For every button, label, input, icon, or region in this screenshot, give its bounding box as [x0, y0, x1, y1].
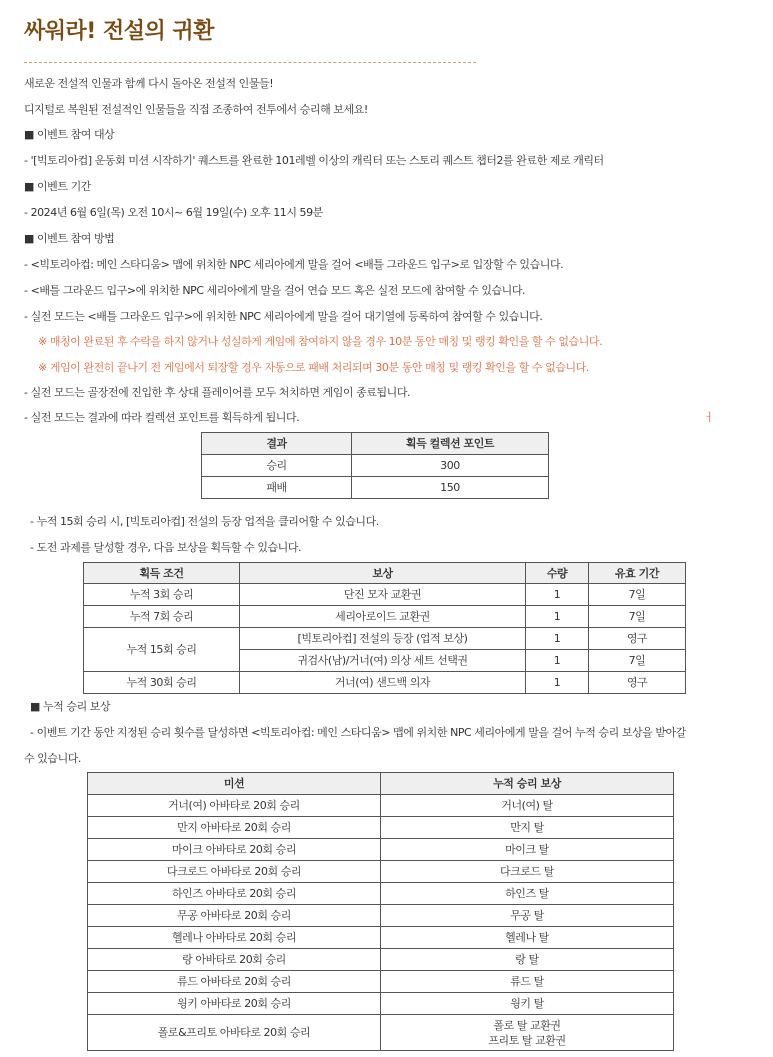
table-header-row — [202, 433, 549, 455]
mission-cell: 랑 아바타로 20회 승리 — [88, 949, 381, 971]
reward-cell: 웡키 탈 — [381, 993, 674, 1015]
target-heading: ■ 이벤트 참여 대상 — [24, 128, 115, 141]
period-cell: 7일 — [589, 584, 686, 606]
method-line-2: - <배틀 그라운드 입구>에 위치한 NPC 세리아에게 말을 걸어 연습 모드 혹은 실전 모드에 참여할 수 있습니다. — [24, 284, 526, 297]
cumulative-heading: ■ 누적 승리 보상 — [30, 700, 111, 713]
reward-cell: 헬레나 탈 — [381, 927, 674, 949]
period-cell: 영구 — [589, 672, 686, 694]
result-cell: 승리 — [202, 455, 352, 477]
mission-table — [87, 772, 674, 1051]
reward-cell: 다크로드 탈 — [381, 861, 674, 883]
table-header-row — [84, 563, 686, 584]
points-table — [201, 432, 549, 499]
cumulative-text-2: 수 있습니다. — [24, 752, 81, 765]
mission-cell: 만지 아바타로 20회 승리 — [88, 817, 381, 839]
condition-cell: 누적 3회 승리 — [84, 584, 240, 606]
condition-cell: 누적 30회 승리 — [84, 672, 240, 694]
reward-cell: [빅토리아컵] 전설의 등장 (업적 보상) — [240, 628, 526, 650]
table-header-row — [88, 773, 674, 795]
target-text: - '[빅토리아컵] 운동회 미션 시작하기' 퀘스트를 완료한 101레벨 이상의 캐릭터 또는 스토리 퀘스트 챕터2를 완료한 제로 캐릭터 — [24, 154, 604, 167]
table-row — [84, 672, 686, 694]
mission-cell: 웡키 아바타로 20회 승리 — [88, 993, 381, 1015]
table-row — [88, 817, 674, 839]
quantity-cell: 1 — [526, 584, 589, 606]
reward-cell: 세리아로이드 교환권 — [240, 606, 526, 628]
reward-line: 폴로 탈 교환권 — [493, 1018, 561, 1032]
mission-cell: 무공 아바타로 20회 승리 — [88, 905, 381, 927]
result-cell: 패배 — [202, 477, 352, 499]
column-header: 미션 — [88, 773, 381, 795]
table-row — [202, 455, 549, 477]
method-line-1: - <빅토리아컵: 메인 스타디움> 맵에 위치한 NPC 세리아에게 말을 걸어 <배틀 그라운드 입구>로 입장할 수 있습니다. — [24, 258, 564, 271]
table-row — [84, 584, 686, 606]
notice-early-exit: ※ 게임이 완전히 끝나기 전 게임에서 퇴장할 경우 자동으로 패배 처리되며 30분 동안 매칭 및 랭킹 확인을 할 수 없습니다. — [38, 361, 589, 374]
points-cell: 150 — [352, 477, 549, 499]
period-cell: 7일 — [589, 606, 686, 628]
quantity-cell: 1 — [526, 672, 589, 694]
quantity-cell: 1 — [526, 650, 589, 672]
method-after-1: - 실전 모드는 골장전에 진입한 후 상대 플레이어를 모두 처치하면 게임이 종료됩니다. — [24, 386, 411, 399]
table-row — [202, 477, 549, 499]
table-row — [88, 795, 674, 817]
mission-cell: 폴로&프리토 아바타로 20회 승리 — [88, 1015, 381, 1051]
reward-cell: 만지 탈 — [381, 817, 674, 839]
table-row — [88, 949, 674, 971]
method-line-3: - 실전 모드는 <배틀 그라운드 입구>에 위치한 NPC 세리아에게 말을 걸어 대기열에 등록하여 참여할 수 있습니다. — [24, 310, 543, 323]
method-heading: ■ 이벤트 참여 방법 — [24, 232, 115, 245]
intro-line-1: 새로운 전설적 인물과 함께 다시 돌아온 전설적 인물들! — [24, 77, 274, 90]
table-row — [88, 861, 674, 883]
reward-cell: 귀검사(남)/거너(여) 의상 세트 선택권 — [240, 650, 526, 672]
reward-cell: 거너(여) 탈 — [381, 795, 674, 817]
column-header: 획득 컬렉션 포인트 — [352, 433, 549, 455]
mission-cell: 다크로드 아바타로 20회 승리 — [88, 861, 381, 883]
mission-cell: 하인즈 아바타로 20회 승리 — [88, 883, 381, 905]
mission-cell: 마이크 아바타로 20회 승리 — [88, 839, 381, 861]
notice-matching-decline: ※ 매칭이 완료된 후 수락을 하지 않거나 성실하게 게임에 참여하지 않을 경우 10분 동안 매칭 및 랭킹 확인을 할 수 없습니다. — [38, 335, 603, 348]
reward-cell: 마이크 탈 — [381, 839, 674, 861]
reward-cell: 류드 탈 — [381, 971, 674, 993]
quantity-cell: 1 — [526, 606, 589, 628]
table-row — [88, 971, 674, 993]
mission-cell: 류드 아바타로 20회 승리 — [88, 971, 381, 993]
reward-cell: 단진 모자 교환권 — [240, 584, 526, 606]
column-header: 유효 기간 — [589, 563, 686, 584]
period-heading: ■ 이벤트 기간 — [24, 180, 91, 193]
points-cell: 300 — [352, 455, 549, 477]
column-header: 결과 — [202, 433, 352, 455]
column-header: 보상 — [240, 563, 526, 584]
reward-cell: 하인즈 탈 — [381, 883, 674, 905]
quantity-cell: 1 — [526, 628, 589, 650]
period-cell: 7일 — [589, 650, 686, 672]
table-row — [88, 927, 674, 949]
reward-cell — [381, 1015, 674, 1051]
reward-cell: 거너(여) 샌드백 의자 — [240, 672, 526, 694]
challenge-line-1: - 누적 15회 승리 시, [빅토리아컵] 전설의 등장 업적을 클리어할 수 있습니다. — [30, 515, 379, 528]
table-row — [88, 883, 674, 905]
table-row — [84, 628, 686, 650]
column-header: 누적 승리 보상 — [381, 773, 674, 795]
corner-mark: ㅓ — [704, 411, 715, 424]
method-after-2: - 실전 모드는 결과에 따라 컬렉션 포인트를 획득하게 됩니다. — [24, 411, 300, 424]
table-row — [88, 993, 674, 1015]
reward-cell: 랑 탈 — [381, 949, 674, 971]
condition-cell: 누적 15회 승리 — [84, 628, 240, 672]
table-row — [88, 1015, 674, 1051]
period-text: - 2024년 6월 6일(목) 오전 10시~ 6월 19일(수) 오후 11시 59분 — [24, 206, 323, 219]
reward-cell: 무공 탈 — [381, 905, 674, 927]
table-row — [84, 606, 686, 628]
cumulative-text-1: - 이벤트 기간 동안 지정된 승리 횟수를 달성하면 <빅토리아컵: 메인 스타디움> 맵에 위치한 NPC 세리아에게 말을 걸어 누적 승리 보상을 받아갈 — [30, 726, 686, 739]
column-header: 수량 — [526, 563, 589, 584]
mission-cell: 거너(여) 아바타로 20회 승리 — [88, 795, 381, 817]
reward-table — [83, 562, 686, 694]
challenge-line-2: - 도전 과제를 달성할 경우, 다음 보상을 획득할 수 있습니다. — [30, 541, 302, 554]
table-row — [88, 905, 674, 927]
column-header: 획득 조건 — [84, 563, 240, 584]
condition-cell: 누적 7회 승리 — [84, 606, 240, 628]
page-title: 싸워라! 전설의 귀환 — [24, 19, 214, 44]
table-row — [88, 839, 674, 861]
reward-line: 프리토 탈 교환권 — [488, 1033, 566, 1047]
period-cell: 영구 — [589, 628, 686, 650]
title-divider — [24, 62, 476, 63]
intro-line-2: 디지털로 복원된 전설적인 인물들을 직접 조종하여 전투에서 승리해 보세요! — [24, 103, 368, 116]
mission-cell: 헬레나 아바타로 20회 승리 — [88, 927, 381, 949]
